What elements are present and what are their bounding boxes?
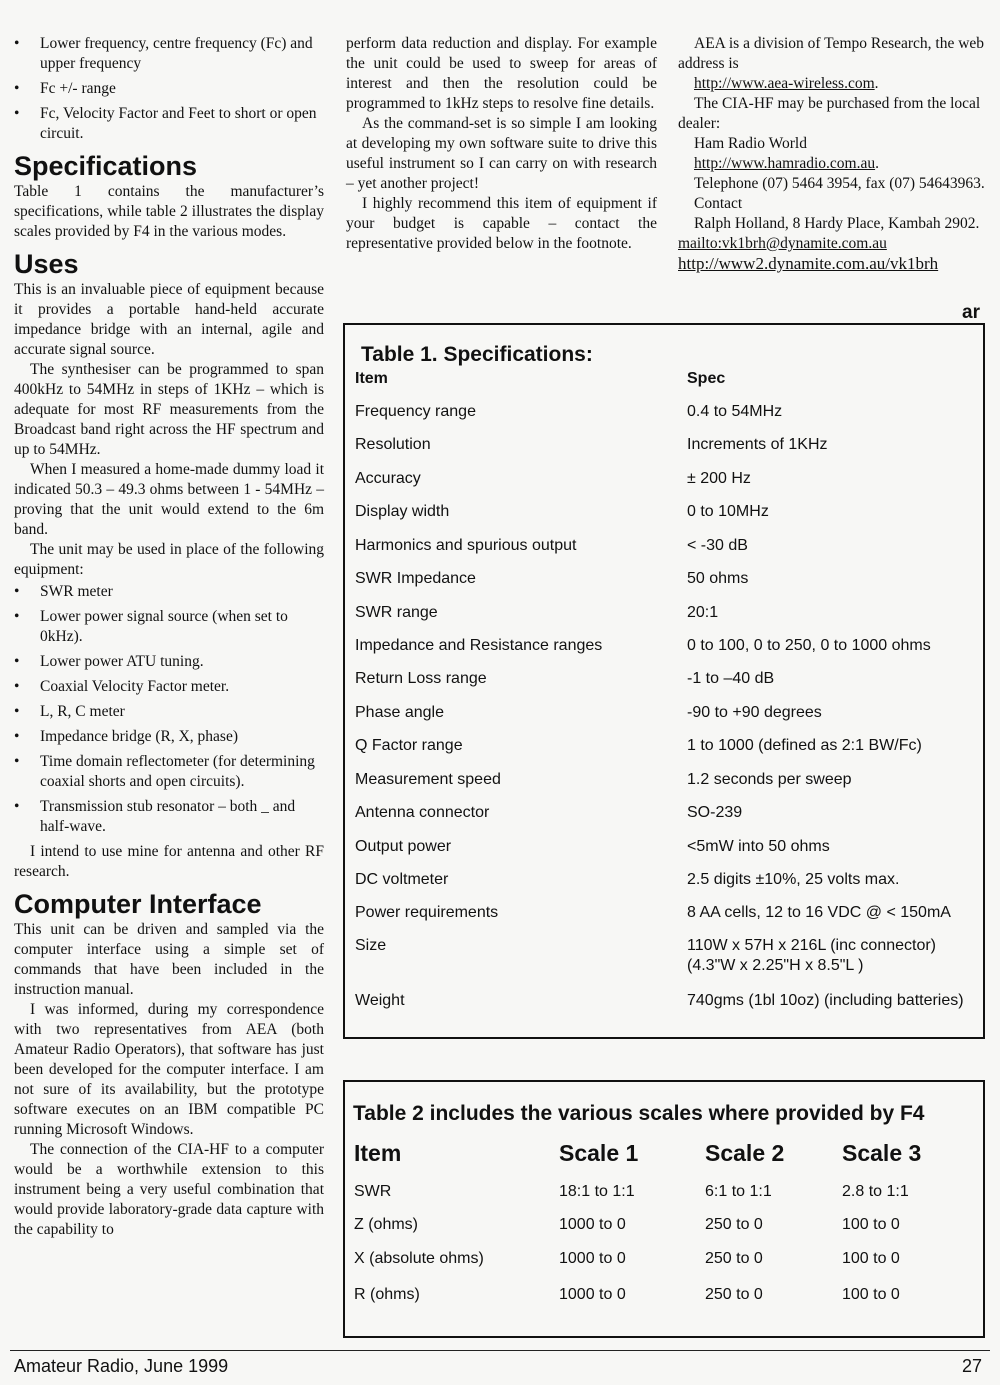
publication-footer: Amateur Radio, June 1999 [14, 1356, 229, 1376]
column-2 [346, 34, 657, 254]
contact-paragraph: Ralph Holland, 8 Hardy Place, Kambah 2902. mailto:vk1brh@dynamite.com.au [678, 215, 980, 252]
paragraph: I highly recommend this item of equipment if your budget is capable – contact the representative provided below in the footnote. [346, 195, 657, 252]
paragraph: This unit can be driven and sampled via the computer interface using a simple set of commands that have been included in the instruction manual. [14, 921, 324, 998]
paragraph: When I measured a home-made dummy load it indicated 50.3 – 49.3 ohms between 1 - 54MHz – proving that the unit would extend to the 6m band. [14, 461, 324, 538]
list-item: • Fc, Velocity Factor and Feet to short or open circuit. [14, 104, 324, 144]
footer-rule [10, 1350, 990, 1351]
list-item: • Lower power signal source (when set to 0kHz). [14, 607, 324, 647]
contact-label: Contact [694, 195, 743, 212]
paragraph: I was informed, during my correspondence with two representatives from AEA (both Amateur Radio Operators), that software has just been developed for the computer interface. I am not sure of its availability, but the prototype software executes on an IBM compatible PC running Microsoft Windows. [14, 1001, 324, 1138]
column-1 [14, 34, 324, 1240]
aea-url-link[interactable]: http://www.aea-wireless.com [694, 75, 875, 92]
uses-heading: Uses [14, 249, 79, 279]
aea-link-line: http://www.aea-wireless.com. [694, 75, 879, 92]
list-item: • Lower frequency, centre frequency (Fc) and upper frequency [14, 34, 324, 74]
paragraph: The CIA-HF may be purchased from the local dealer: [678, 95, 981, 132]
header-cell: Item [354, 1140, 402, 1166]
list-item: • Impedance bridge (R, X, phase) [14, 727, 324, 747]
list-item: • Transmission stub resonator – both _ and half-wave. [14, 797, 324, 837]
paragraph: The connection of the CIA-HF to a computer would be a worthwhile extension to this instrument being a very useful combination that would provide laboratory-grade data capture with the capability to [14, 1141, 324, 1238]
paragraph: I intend to use mine for antenna and other RF research. [14, 843, 324, 880]
table-title: Table 2 includes the various scales where provided by F4 [353, 1102, 925, 1125]
paragraph: Table 1 contains the manufacturer’s specifications, while table 2 illustrates the display scales provided by F4 in the various modes. [14, 183, 324, 240]
specifications-heading: Specifications [14, 151, 198, 181]
end-mark: ar [962, 302, 980, 323]
paragraph: The synthesiser can be programmed to span 400kHz to 54MHz in steps of 1KHz – which is adequate for most RF measurements from the Broadcast band right across the HF spectrum and up to 54MHz. [14, 361, 324, 458]
header-cell: Scale 1 [559, 1140, 639, 1166]
paragraph: The unit may be used in place of the following equipment: [14, 541, 324, 578]
dealer-url-link[interactable]: http://www.hamradio.com.au [694, 155, 876, 172]
contact-url-link[interactable]: http://www2.dynamite.com.au/vk1brh [678, 254, 939, 273]
column-3 [678, 34, 989, 274]
paragraph: perform data reduction and display. For example the unit could be used to sweep for areas of interest and then the resolution could be programmed to 1kHz steps to resolve fine details. [346, 35, 657, 112]
list-item: • Lower power ATU tuning. [14, 652, 324, 672]
list-item: • Fc +/- range [14, 79, 324, 99]
header-cell: Scale 3 [842, 1140, 922, 1166]
list-item: • Time domain reflectometer (for determining coaxial shorts and open circuits). [14, 752, 324, 792]
list-item: • L, R, C meter [14, 702, 324, 722]
paragraph: Telephone (07) 5464 3954, fax (07) 54643963. [694, 175, 985, 192]
uses-bullet-list [14, 582, 324, 837]
specifications-table: Table 1. Specifications: Item Spec Frequency range 0.4 to 54MHz Resolution Increments of 1KHz Accuracy ± 200 Hz Display width 0 to 10MHz Harmonics and spurious output < -30 dB SWR Impedance 50 ohms SWR range 20:1 Impedance and Resistance ranges 0 to 100, 0 to 250, 0 to 1000 ohms Return Loss range -1 to –40 dB Phase angle -90 to +90 degrees Q Factor range 1 to 1000 (defined as 2:1 BW/Fc) Measurement speed 1.2 seconds per sweep Antenna connector SO-239 Output power <5mW into 50 ohms DC voltmeter 2.5 digits ±10%, 25 volts max. Power requirements 8 AA cells, 12 to 16 VDC @ < 150mA Size 110W x 57H x 216L (inc connector) (4.3"W x 2.25"H x 8.5"L ) Weight 740gms (1bl 10oz) (including batteries) [343, 323, 985, 1039]
paragraph: AEA is a division of Tempo Research, the web address is [678, 35, 985, 72]
paragraph: This is an invaluable piece of equipment because it provides a portable hand-held accurate impedance bridge with an internal, agile and accurate signal source. [14, 281, 324, 358]
dealer-link-line: http://www.hamradio.com.au. [694, 155, 879, 172]
scales-table: Table 2 includes the various scales where provided by F4 Item Scale 1 Scale 2 Scale 3 SWR 18:1 to 1:1 6:1 to 1:1 2.8 to 1:1 Z (ohms) 1000 to 0 250 to 0 100 to 0 X (absolute ohms) 1000 to 0 250 to 0 100 to 0 R (ohms) 1000 to 0 250 to 0 100 to 0 [343, 1080, 985, 1338]
header-cell: Item [355, 370, 388, 387]
header-cell: Scale 2 [705, 1140, 785, 1166]
computer-interface-heading: Computer Interface [14, 889, 262, 919]
header-cell: Spec [687, 370, 726, 387]
table-title: Table 1. Specifications: [361, 343, 593, 366]
list-item: • SWR meter [14, 582, 324, 602]
list-item: • Coaxial Velocity Factor meter. [14, 677, 324, 697]
top-bullet-list [14, 34, 324, 144]
paragraph: As the command-set is so simple I am looking at developing my own software suite to drive this useful instrument so I can carry on with research – yet another project! [346, 115, 657, 192]
contact-email-link[interactable]: mailto:vk1brh@dynamite.com.au [678, 235, 887, 252]
page-number: 27 [962, 1356, 983, 1376]
dealer-name: Ham Radio World [694, 135, 807, 152]
